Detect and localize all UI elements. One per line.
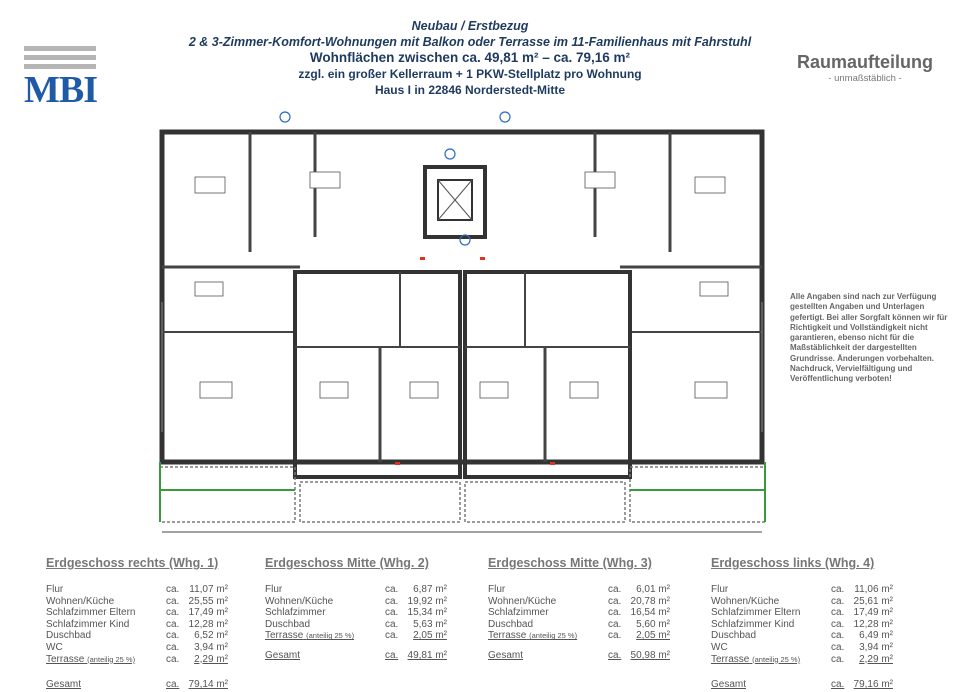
- terrace-row: Terrasse (anteilig 25 %) ca. 2,05 m²: [265, 630, 447, 642]
- terrace-row: Terrasse (anteilig 25 %) ca. 2,29 m²: [46, 653, 228, 665]
- section-whg-1: [46, 556, 246, 691]
- list-item: Wohnen/Küche ca. 25,55 m²: [46, 595, 228, 607]
- total-row: Gesamt ca. 49,81 m²: [265, 649, 447, 661]
- list-item: Duschbad ca. 6,52 m²: [46, 630, 228, 642]
- list-item: Flur ca. 11,06 m²: [711, 584, 893, 595]
- header-line-5: Haus I in 22846 Norderstedt-Mitte: [374, 83, 566, 97]
- list-item: Duschbad ca. 5,63 m²: [265, 618, 447, 630]
- total-row: Gesamt ca. 79,14 m²: [46, 679, 228, 691]
- total-row: Gesamt ca. 50,98 m²: [488, 649, 670, 661]
- list-item: Wohnen/Küche ca. 19,92 m²: [265, 595, 447, 607]
- floor-plan: [150, 102, 775, 542]
- list-item: Wohnen/Küche ca. 25,61 m²: [711, 595, 893, 607]
- terrace-row: Terrasse (anteilig 25 %) ca. 2,05 m²: [488, 630, 670, 642]
- list-item: Schlafzimmer Eltern ca. 17,49 m²: [46, 607, 228, 619]
- terrace-row: Terrasse (anteilig 25 %) ca. 2,29 m²: [711, 653, 893, 665]
- header-line-3: Wohnflächen zwischen ca. 49,81 m² – ca. 79,16 m²: [309, 50, 631, 65]
- header-line-2: 2 & 3-Zimmer-Komfort-Wohnungen mit Balkon oder Terrasse im 11-Familienhaus mit Fahrstuhl: [188, 35, 752, 49]
- list-item: Schlafzimmer Kind ca. 12,28 m²: [711, 618, 893, 630]
- section-title: Erdgeschoss links (Whg. 4): [711, 556, 875, 570]
- list-item: Schlafzimmer ca. 16,54 m²: [488, 607, 670, 619]
- section-title: Erdgeschoss Mitte (Whg. 2): [265, 556, 429, 570]
- total-row: Gesamt ca. 79,16 m²: [711, 679, 893, 691]
- mbi-logo: [24, 46, 97, 111]
- list-item: Flur ca. 6,01 m²: [488, 584, 670, 595]
- list-item: Duschbad ca. 5,60 m²: [488, 618, 670, 630]
- section-whg-4: [711, 556, 911, 691]
- list-item: Duschbad ca. 6,49 m²: [711, 630, 893, 642]
- list-item: Schlafzimmer Kind ca. 12,28 m²: [46, 618, 228, 630]
- disclaimer: Alle Angaben sind nach zur Verfügung gestellten Angaben und Unterlagen gefertigt. Bei aller Sorgfalt können wir für Richtigkeit und Vollständigkeit nicht garantieren, ebenso nicht für die Maßstäblichkeit der dargestellten Grundrisse. Änderungen vorbehalten. Nachdruck, Vervielfältigung und Veröffentlichung verboten!: [790, 292, 948, 384]
- header-line-4: zzgl. ein großer Kellerraum + 1 PKW-Stellplatz pro Wohnung: [298, 67, 642, 81]
- logo-text: MBI: [24, 69, 97, 111]
- list-item: Wohnen/Küche ca. 20,78 m²: [488, 595, 670, 607]
- list-item: Flur ca. 6,87 m²: [265, 584, 447, 595]
- list-item: Flur ca. 11,07 m²: [46, 584, 228, 595]
- list-item: Schlafzimmer Eltern ca. 17,49 m²: [711, 607, 893, 619]
- page-title: Raumaufteilung: [796, 52, 933, 72]
- section-whg-2: [265, 556, 465, 662]
- section-title: Erdgeschoss Mitte (Whg. 3): [488, 556, 652, 570]
- list-item: Schlafzimmer ca. 15,34 m²: [265, 607, 447, 619]
- list-item: WC ca. 3,94 m²: [46, 641, 228, 653]
- section-whg-3: [488, 556, 688, 662]
- page-subtitle: - unmaßstäblich -: [828, 73, 902, 84]
- list-item: WC ca. 3,94 m²: [711, 641, 893, 653]
- page-header: [130, 18, 810, 98]
- section-title: Erdgeschoss rechts (Whg. 1): [46, 556, 219, 570]
- room-layout-title: [790, 52, 940, 84]
- header-line-1: Neubau / Erstbezug: [411, 19, 529, 33]
